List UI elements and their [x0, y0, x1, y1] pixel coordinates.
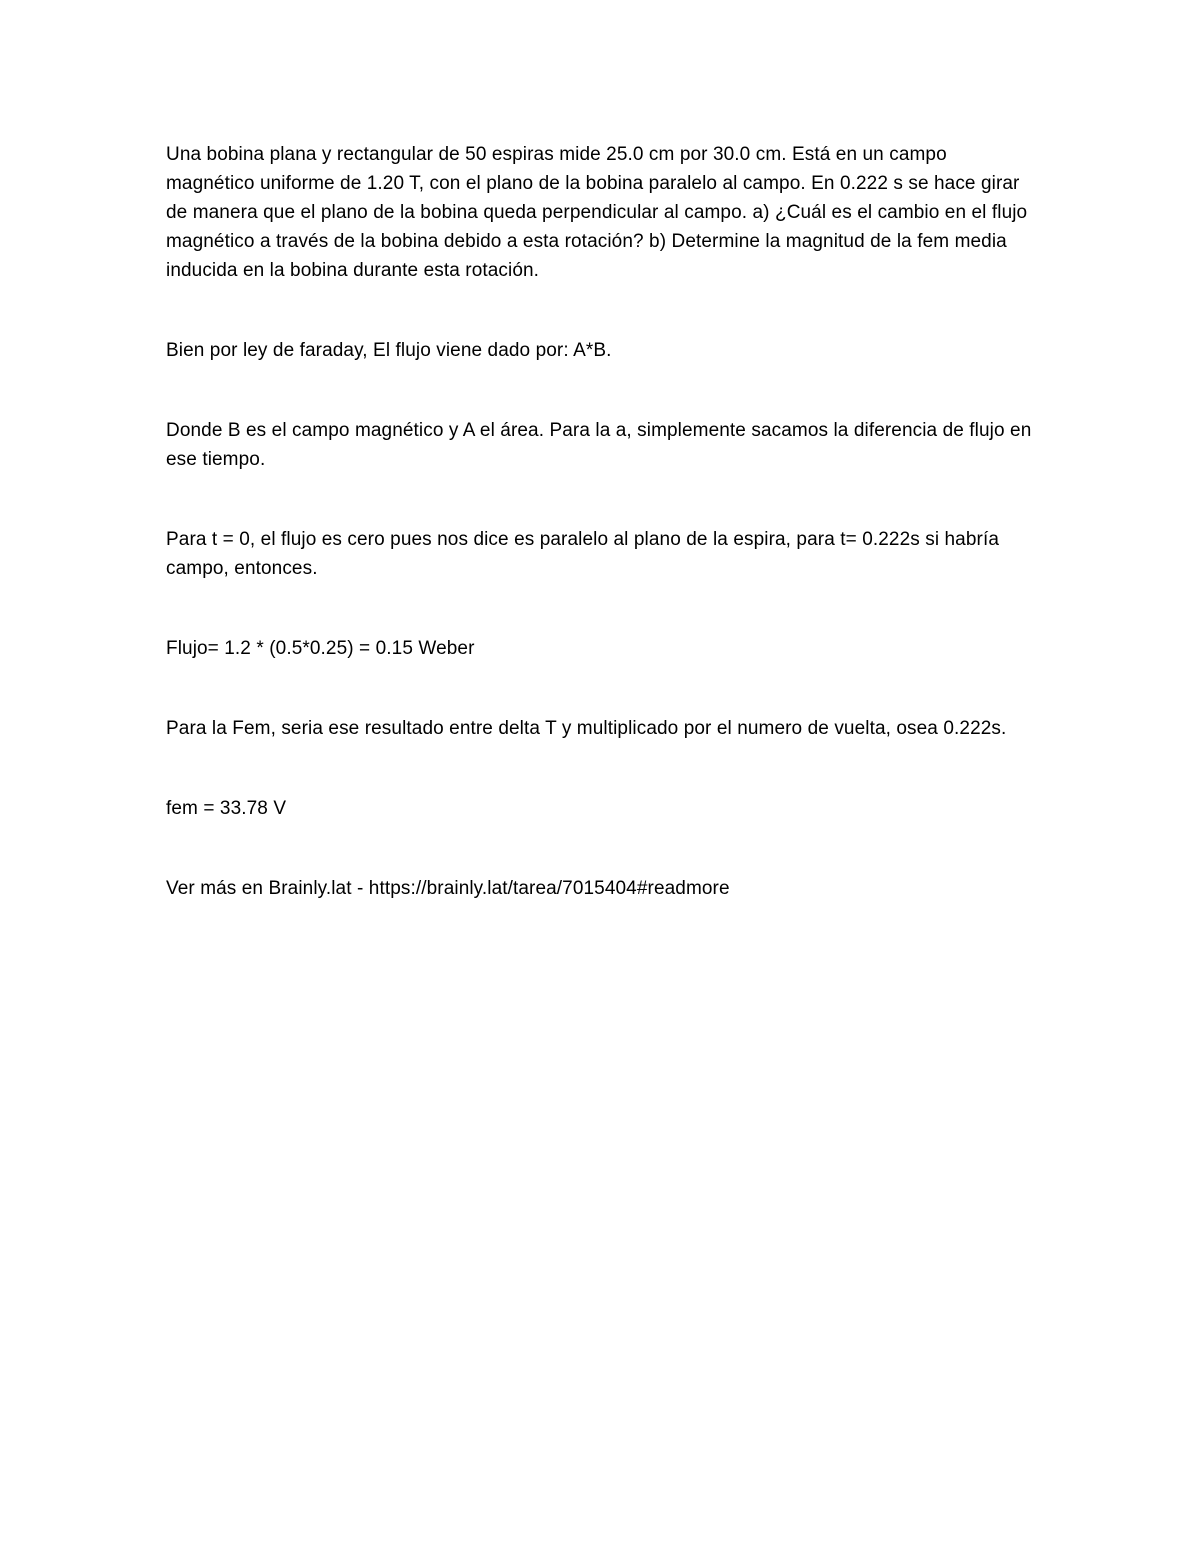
definitions-paragraph: Donde B es el campo magnético y A el área. Para la a, simplemente sacamos la diferencia de flujo en ese tiempo. — [166, 420, 1032, 470]
document-body — [166, 140, 1036, 903]
faraday-law-paragraph: Bien por ley de faraday, El flujo viene dado por: A*B. — [166, 340, 612, 361]
flux-reasoning-paragraph: Para t = 0, el flujo es cero pues nos dice es paralelo al plano de la espira, para t= 0.222s si habría campo, entonces. — [166, 529, 999, 579]
flux-result: Flujo= 1.2 * (0.5*0.25) = 0.15 Weber — [166, 638, 475, 659]
source-link-text: Ver más en Brainly.lat - https://brainly.lat/tarea/7015404#readmore — [166, 878, 730, 899]
fem-result: fem = 33.78 V — [166, 798, 287, 819]
problem-statement: Una bobina plana y rectangular de 50 espiras mide 25.0 cm por 30.0 cm. Está en un campo magnético uniforme de 1.20 T, con el plano de la bobina paralelo al campo. En 0.222 s se hace girar de manera que el plano de la bobina queda perpendicular al campo. a) ¿Cuál es el cambio en el flujo magnético a través de la bobina debido a esta rotación? b) Determine la magnitud de la fem media inducida en la bobina durante esta rotación. — [166, 144, 1028, 281]
fem-explanation-paragraph: Para la Fem, seria ese resultado entre delta T y multiplicado por el numero de vuelta, osea 0.222s. — [166, 718, 1007, 739]
